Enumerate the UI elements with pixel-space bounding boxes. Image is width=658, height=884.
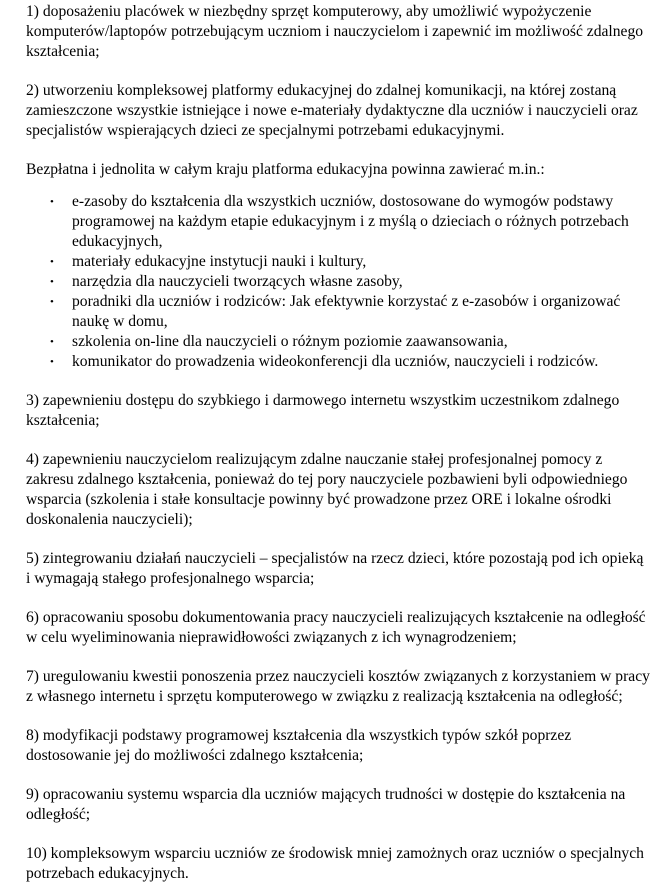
list-item-text: narzędzia dla nauczycieli tworzących własne zasoby, — [72, 273, 403, 290]
paragraph-4: 4) zapewnieniu nauczycielom realizującym zdalne nauczanie stałej profesjonalnej pomocy z zakresu zdalnego kształcenia, ponieważ do tej pory nauczyciele pozbawieni byli odpowiedniego wsparcia (szkolenia i stałe konsultacje powinny być prowadzone przez ORE i lokalne ośrodki doskonalenia nauczycieli); — [26, 451, 628, 528]
paragraph-8: 8) modyfikacji podstawy programowej kształcenia dla wszystkich typów szkół poprzez dostosowanie jej do możliwości zdalnego kształcenia; — [26, 727, 572, 764]
list-item — [26, 292, 650, 332]
list-item-text: materiały edukacyjne instytucji nauki i kultury, — [72, 253, 367, 270]
list-item-text: komunikator do prowadzenia wideokonferencji dla uczniów, nauczycieli i rodziców. — [72, 353, 599, 370]
list-item — [26, 352, 650, 372]
bullet-icon: • — [50, 336, 54, 348]
list-item-text: szkolenia on-line dla nauczycieli o różnym poziomie zaawansowania, — [72, 333, 508, 350]
paragraph-6: 6) opracowaniu sposobu dokumentowania pracy nauczycieli realizujących kształcenie na odległość w celu wyeliminowania nieprawidłowości związanych z ich wynagrodzeniem; — [26, 609, 646, 646]
bullet-icon: • — [50, 256, 54, 268]
platform-intro: Bezpłatna i jednolita w całym kraju platforma edukacyjna powinna zawierać m.in.: — [26, 161, 545, 178]
paragraph-2: 2) utworzeniu kompleksowej platformy edukacyjnej do zdalnej komunikacji, na której zostaną zamieszczone wszystkie istniejące i nowe e-materiały dydaktyczne dla uczniów i nauczycieli oraz specjalistów wspierających dzieci ze specjalnymi potrzebami edukacyjnymi. — [26, 82, 638, 139]
paragraph-5: 5) zintegrowaniu działań nauczycieli – specjalistów na rzecz dzieci, które pozostają pod ich opieką i wymagają stałego profesjonalnego wsparcia; — [26, 550, 644, 587]
list-item-text: poradniki dla uczniów i rodziców: Jak efektywnie korzystać z e-zasobów i organizować naukę w domu, — [72, 293, 621, 330]
bullet-icon: • — [50, 276, 54, 288]
bullet-icon: • — [50, 356, 54, 368]
list-item — [26, 192, 650, 252]
list-item — [26, 272, 650, 292]
list-item — [26, 252, 650, 272]
paragraph-3: 3) zapewnieniu dostępu do szybkiego i darmowego internetu wszystkim uczestnikom zdalnego kształcenia; — [26, 392, 620, 429]
platform-features-list — [26, 192, 650, 372]
paragraph-9: 9) opracowaniu systemu wsparcia dla uczniów mających trudności w dostępie do kształcenia na odległość; — [26, 786, 626, 823]
list-item-text: e-zasoby do kształcenia dla wszystkich uczniów, dostosowane do wymogów podstawy programowej na każdym etapie edukacyjnym i z myślą o dzieciach o różnych potrzebach edukacyjnych, — [72, 193, 629, 250]
paragraph-7: 7) uregulowaniu kwestii ponoszenia przez nauczycieli kosztów związanych z korzystaniem w pracy z własnego internetu i sprzętu komputerowego w związku z realizacją kształcenia na odległość; — [26, 668, 650, 705]
bullet-icon: • — [50, 296, 54, 308]
bullet-icon: • — [50, 196, 54, 208]
paragraph-10: 10) kompleksowym wsparciu uczniów ze środowisk mniej zamożnych oraz uczniów o specjalnych potrzebach edukacyjnych. — [26, 845, 644, 882]
list-item — [26, 332, 650, 352]
paragraph-1: 1) doposażeniu placówek w niezbędny sprzęt komputerowy, aby umożliwić wypożyczenie komputerów/laptopów potrzebującym uczniom i nauczycielom i zapewnić im możliwość zdalnego kształcenia; — [26, 3, 644, 60]
